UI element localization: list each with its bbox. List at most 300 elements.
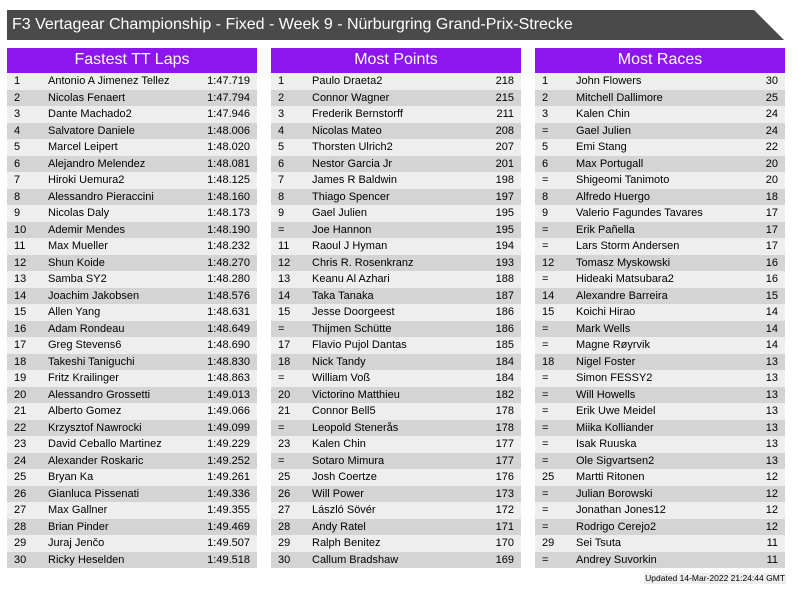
driver-name-cell: Gael Julien — [312, 207, 368, 219]
value-cell: 218 — [495, 75, 514, 87]
position-cell: 6 — [278, 157, 285, 170]
driver-name-cell: John Flowers — [576, 75, 642, 87]
position-cell: 20 — [278, 388, 291, 401]
driver-name-cell: William Voß — [312, 372, 371, 384]
value-cell: 17 — [765, 207, 778, 219]
position-cell: 8 — [14, 190, 21, 203]
value-cell: 186 — [495, 322, 514, 335]
fastest-tt-laps-table — [7, 48, 257, 568]
value-cell: 11 — [766, 537, 778, 549]
position-cell: 21 — [14, 405, 27, 417]
position-cell: = — [278, 454, 285, 467]
position-cell: 14 — [278, 289, 291, 302]
table-row — [271, 123, 521, 140]
driver-name-cell: Ole Sigvartsen2 — [576, 454, 655, 467]
driver-name-cell: Kalen Chin — [312, 438, 366, 450]
value-cell: 14 — [765, 322, 778, 335]
position-cell: 14 — [14, 289, 27, 302]
position-cell: 9 — [14, 207, 21, 219]
position-cell: 3 — [542, 108, 549, 120]
value-cell: 1:48.690 — [207, 339, 250, 351]
table-row — [7, 420, 257, 437]
table-title: Fastest TT Laps — [7, 48, 257, 73]
table-row — [535, 271, 785, 288]
value-cell: 1:47.719 — [207, 75, 250, 87]
driver-name-cell: Magne Røyrvik — [576, 339, 650, 351]
value-cell: 1:49.229 — [207, 438, 250, 450]
driver-name-cell: Nicolas Fenaert — [48, 91, 126, 104]
driver-name-cell: Shigeomi Tanimoto — [576, 174, 670, 186]
value-cell: 17 — [765, 223, 778, 236]
value-cell: 17 — [765, 240, 778, 252]
driver-name-cell: Greg Stevens6 — [48, 339, 122, 351]
value-cell: 1:49.336 — [207, 487, 250, 500]
table-row — [271, 453, 521, 470]
driver-name-cell: Taka Tanaka — [312, 289, 374, 302]
position-cell: 18 — [542, 355, 555, 368]
position-cell: = — [542, 405, 549, 417]
driver-name-cell: Miika Kolliander — [576, 421, 654, 434]
position-cell: 26 — [14, 487, 27, 500]
value-cell: 178 — [495, 405, 514, 417]
position-cell: = — [542, 520, 549, 533]
table-row — [7, 370, 257, 387]
driver-name-cell: Brian Pinder — [48, 520, 109, 533]
value-cell: 1:49.469 — [207, 520, 250, 533]
table-row — [7, 469, 257, 486]
driver-name-cell: Salvatore Daniele — [48, 124, 135, 137]
table-row — [271, 222, 521, 239]
driver-name-cell: Ademir Mendes — [48, 223, 126, 236]
value-cell: 187 — [495, 289, 514, 302]
driver-name-cell: Lars Storm Andersen — [576, 240, 680, 252]
value-cell: 12 — [765, 504, 778, 516]
position-cell: 2 — [542, 91, 549, 104]
table-row — [535, 156, 785, 173]
driver-name-cell: Ralph Benitez — [312, 537, 381, 549]
table-title: Most Points — [271, 48, 521, 73]
driver-name-cell: Tomasz Myskowski — [576, 256, 671, 269]
value-cell: 1:47.946 — [207, 108, 250, 120]
value-cell: 1:48.160 — [207, 190, 250, 203]
position-cell: 28 — [14, 520, 27, 533]
value-cell: 1:48.576 — [207, 289, 250, 302]
value-cell: 173 — [495, 487, 514, 500]
driver-name-cell: Hideaki Matsubara2 — [576, 273, 674, 285]
table-row — [535, 123, 785, 140]
value-cell: 13 — [765, 405, 778, 417]
position-cell: 29 — [14, 537, 27, 549]
driver-name-cell: Adam Rondeau — [48, 322, 125, 335]
position-cell: 15 — [14, 306, 27, 318]
driver-name-cell: Callum Bradshaw — [312, 553, 399, 566]
table-row — [535, 502, 785, 519]
position-cell: 28 — [278, 520, 291, 533]
driver-name-cell: Raoul J Hyman — [312, 240, 388, 252]
value-cell: 1:49.099 — [207, 421, 250, 434]
table-row — [535, 222, 785, 239]
value-cell: 178 — [495, 421, 514, 434]
position-cell: = — [278, 322, 285, 335]
driver-name-cell: Alfredo Huergo — [576, 190, 650, 203]
driver-name-cell: Isak Ruuska — [576, 438, 637, 450]
value-cell: 1:49.507 — [207, 537, 250, 549]
position-cell: 23 — [14, 438, 27, 450]
driver-name-cell: Samba SY2 — [48, 273, 107, 285]
value-cell: 1:49.261 — [207, 471, 250, 483]
position-cell: 8 — [542, 190, 549, 203]
table-row — [535, 106, 785, 123]
position-cell: 21 — [278, 405, 291, 417]
value-cell: 24 — [765, 124, 778, 137]
driver-name-cell: Hiroki Uemura2 — [48, 174, 125, 186]
table-row — [271, 552, 521, 569]
position-cell: 10 — [14, 223, 27, 236]
value-cell: 197 — [495, 190, 514, 203]
value-cell: 12 — [765, 487, 778, 500]
value-cell: 1:48.232 — [207, 240, 250, 252]
value-cell: 13 — [765, 454, 778, 467]
value-cell: 11 — [766, 553, 778, 566]
table-row — [271, 370, 521, 387]
table-row — [535, 73, 785, 90]
table-row — [535, 139, 785, 156]
table-row — [271, 354, 521, 371]
position-cell: = — [542, 174, 549, 186]
driver-name-cell: Andy Ratel — [312, 520, 366, 533]
value-cell: 1:49.518 — [207, 553, 250, 566]
position-cell: = — [542, 240, 549, 252]
table-row — [7, 238, 257, 255]
driver-name-cell: James R Baldwin — [312, 174, 397, 186]
table-row — [7, 205, 257, 222]
table-row — [7, 486, 257, 503]
value-cell: 15 — [765, 289, 778, 302]
driver-name-cell: Juraj Jenčo — [48, 537, 105, 549]
position-cell: 29 — [278, 537, 291, 549]
driver-name-cell: Connor Wagner — [312, 91, 390, 104]
position-cell: = — [542, 438, 549, 450]
position-cell: 12 — [542, 256, 555, 269]
table-row — [271, 321, 521, 338]
position-cell: 2 — [14, 91, 21, 104]
position-cell: 20 — [14, 388, 27, 401]
driver-name-cell: Andrey Suvorkin — [576, 553, 657, 566]
driver-name-cell: Alexander Roskaric — [48, 454, 144, 467]
driver-name-cell: Will Howells — [576, 388, 636, 401]
position-cell: 15 — [278, 306, 291, 318]
position-cell: 11 — [278, 240, 290, 252]
position-cell: 17 — [14, 339, 27, 351]
position-cell: 8 — [278, 190, 285, 203]
table-row — [271, 189, 521, 206]
value-cell: 14 — [765, 306, 778, 318]
driver-name-cell: Fritz Krailinger — [48, 372, 119, 384]
table-row — [535, 486, 785, 503]
table-row — [271, 90, 521, 107]
driver-name-cell: Erik Pañella — [576, 223, 635, 236]
table-row — [535, 535, 785, 552]
driver-name-cell: Nicolas Mateo — [312, 124, 382, 137]
table-row — [271, 139, 521, 156]
table-row — [271, 337, 521, 354]
position-cell: = — [542, 388, 549, 401]
table-row — [535, 255, 785, 272]
championship-banner — [7, 10, 784, 40]
table-row — [7, 123, 257, 140]
value-cell: 177 — [495, 454, 514, 467]
table-row — [7, 73, 257, 90]
table-row — [271, 106, 521, 123]
driver-name-cell: Nestor Garcia Jr — [312, 157, 393, 170]
table-row — [7, 304, 257, 321]
driver-name-cell: Julian Borowski — [576, 487, 653, 500]
table-row — [271, 519, 521, 536]
value-cell: 1:48.863 — [207, 372, 250, 384]
position-cell: 3 — [14, 108, 21, 120]
value-cell: 1:49.355 — [207, 504, 250, 516]
position-cell: 4 — [14, 124, 21, 137]
driver-name-cell: Joe Hannon — [312, 223, 372, 236]
table-row — [7, 519, 257, 536]
position-cell: 18 — [278, 355, 291, 368]
driver-name-cell: Thorsten Ulrich2 — [312, 141, 393, 153]
value-cell: 1:48.830 — [207, 355, 250, 368]
driver-name-cell: Takeshi Taniguchi — [48, 355, 135, 368]
value-cell: 1:48.173 — [207, 207, 250, 219]
value-cell: 172 — [495, 504, 514, 516]
table-row — [271, 502, 521, 519]
table-row — [7, 222, 257, 239]
value-cell: 169 — [495, 553, 514, 566]
value-cell: 211 — [496, 108, 514, 120]
value-cell: 13 — [765, 438, 778, 450]
driver-name-cell: Alexandre Barreira — [576, 289, 668, 302]
value-cell: 16 — [765, 256, 778, 269]
driver-name-cell: Chris R. Rosenkranz — [312, 256, 414, 269]
position-cell: = — [542, 454, 549, 467]
table-row — [535, 453, 785, 470]
table-row — [271, 387, 521, 404]
value-cell: 25 — [765, 91, 778, 104]
value-cell: 188 — [495, 273, 514, 285]
banner-title: F3 Vertagear Championship - Fixed - Week 9 - Nürburgring Grand-Prix-Strecke — [12, 16, 573, 33]
position-cell: 24 — [14, 454, 27, 467]
driver-name-cell: Nick Tandy — [312, 355, 366, 368]
table-row — [271, 420, 521, 437]
value-cell: 13 — [765, 421, 778, 434]
value-cell: 184 — [495, 372, 514, 384]
table-row — [271, 469, 521, 486]
value-cell: 207 — [495, 141, 514, 153]
position-cell: 6 — [14, 157, 21, 170]
value-cell: 20 — [765, 157, 778, 170]
driver-name-cell: David Ceballo Martinez — [48, 438, 162, 450]
driver-name-cell: Leopold Stenerås — [312, 421, 399, 434]
value-cell: 1:48.125 — [207, 174, 250, 186]
position-cell: = — [542, 339, 549, 351]
position-cell: 12 — [278, 256, 291, 269]
table-row — [271, 172, 521, 189]
position-cell: 25 — [278, 471, 291, 483]
value-cell: 176 — [495, 471, 514, 483]
value-cell: 195 — [495, 207, 514, 219]
table-row — [271, 403, 521, 420]
driver-name-cell: Koichi Hirao — [576, 306, 636, 318]
position-cell: = — [542, 322, 549, 335]
value-cell: 177 — [495, 438, 514, 450]
value-cell: 16 — [765, 273, 778, 285]
table-row — [535, 387, 785, 404]
value-cell: 12 — [765, 520, 778, 533]
table-body — [271, 73, 521, 568]
table-row — [271, 255, 521, 272]
position-cell: 23 — [278, 438, 291, 450]
position-cell: 15 — [542, 306, 555, 318]
most-points-table — [271, 48, 521, 568]
position-cell: 9 — [278, 207, 285, 219]
driver-name-cell: Sei Tsuta — [576, 537, 622, 549]
position-cell: 3 — [278, 108, 285, 120]
value-cell: 1:48.081 — [207, 157, 250, 170]
driver-name-cell: Joachim Jakobsen — [48, 289, 140, 302]
driver-name-cell: Will Power — [312, 487, 364, 500]
table-row — [535, 304, 785, 321]
value-cell: 171 — [495, 520, 514, 533]
position-cell: 27 — [278, 504, 291, 516]
table-row — [535, 205, 785, 222]
driver-name-cell: Gael Julien — [576, 124, 632, 137]
driver-name-cell: Alessandro Pieraccini — [48, 190, 154, 203]
table-row — [535, 552, 785, 569]
driver-name-cell: Frederik Bernstorff — [312, 108, 403, 120]
table-row — [7, 255, 257, 272]
table-row — [535, 370, 785, 387]
value-cell: 20 — [765, 174, 778, 186]
position-cell: 29 — [542, 537, 555, 549]
driver-name-cell: Dante Machado2 — [48, 108, 132, 120]
position-cell: 26 — [278, 487, 291, 500]
value-cell: 182 — [495, 388, 514, 401]
driver-name-cell: Rodrigo Cerejo2 — [576, 520, 657, 533]
position-cell: = — [542, 223, 549, 236]
table-row — [7, 502, 257, 519]
value-cell: 22 — [765, 141, 778, 153]
driver-name-cell: Shun Koide — [48, 256, 105, 269]
most-races-table — [535, 48, 785, 568]
position-cell: 12 — [14, 256, 27, 269]
value-cell: 1:47.794 — [207, 91, 250, 104]
driver-name-cell: Max Gallner — [48, 504, 108, 516]
driver-name-cell: Josh Coertze — [312, 471, 377, 483]
driver-name-cell: Jonathan Jones12 — [576, 504, 666, 516]
table-row — [7, 271, 257, 288]
table-row — [535, 469, 785, 486]
position-cell: = — [542, 372, 549, 384]
position-cell: 1 — [278, 75, 285, 87]
position-cell: = — [542, 124, 549, 137]
driver-name-cell: Krzysztof Nawrocki — [48, 421, 142, 434]
table-row — [7, 189, 257, 206]
driver-name-cell: Emi Stang — [576, 141, 627, 153]
table-row — [7, 552, 257, 569]
table-row — [7, 90, 257, 107]
value-cell: 1:48.020 — [207, 141, 250, 153]
table-row — [535, 420, 785, 437]
position-cell: 1 — [542, 75, 549, 87]
table-row — [271, 486, 521, 503]
position-cell: 22 — [14, 421, 27, 434]
table-row — [7, 139, 257, 156]
position-cell: 6 — [542, 157, 549, 170]
value-cell: 170 — [495, 537, 514, 549]
position-cell: 5 — [542, 141, 549, 153]
position-cell: 2 — [278, 91, 285, 104]
table-row — [7, 106, 257, 123]
driver-name-cell: Thijmen Schütte — [312, 322, 392, 335]
position-cell: = — [542, 553, 549, 566]
value-cell: 13 — [765, 388, 778, 401]
table-row — [535, 519, 785, 536]
table-row — [7, 172, 257, 189]
driver-name-cell: Alejandro Melendez — [48, 157, 146, 170]
driver-name-cell: Nigel Foster — [576, 355, 636, 368]
position-cell: 30 — [14, 553, 27, 566]
position-cell: = — [278, 372, 285, 384]
driver-name-cell: Antonio A Jimenez Tellez — [48, 75, 170, 87]
position-cell: 13 — [278, 273, 291, 285]
driver-name-cell: Nicolas Daly — [48, 207, 110, 219]
driver-name-cell: Kalen Chin — [576, 108, 630, 120]
table-row — [271, 535, 521, 552]
table-row — [271, 73, 521, 90]
table-row — [271, 205, 521, 222]
driver-name-cell: Valerio Fagundes Tavares — [576, 207, 703, 219]
driver-name-cell: Connor Bell5 — [312, 405, 376, 417]
driver-name-cell: Martti Ritonen — [576, 471, 645, 483]
driver-name-cell: Jesse Doorgeest — [312, 306, 395, 318]
driver-name-cell: Flavio Pujol Dantas — [312, 339, 407, 351]
driver-name-cell: Ricky Heselden — [48, 553, 125, 566]
table-body — [7, 73, 257, 568]
driver-name-cell: Sotaro Mimura — [312, 454, 385, 467]
table-row — [535, 436, 785, 453]
value-cell: 1:48.280 — [207, 273, 250, 285]
driver-name-cell: László Sövér — [312, 504, 376, 516]
position-cell: 1 — [14, 75, 21, 87]
value-cell: 193 — [495, 256, 514, 269]
position-cell: 25 — [542, 471, 555, 483]
position-cell: = — [542, 504, 549, 516]
driver-name-cell: Simon FESSY2 — [576, 372, 653, 384]
position-cell: = — [278, 223, 285, 236]
table-row — [271, 271, 521, 288]
value-cell: 215 — [495, 91, 514, 104]
value-cell: 1:49.066 — [207, 405, 250, 417]
driver-name-cell: Alberto Gomez — [48, 405, 122, 417]
driver-name-cell: Keanu Al Azhari — [312, 273, 390, 285]
value-cell: 24 — [765, 108, 778, 120]
position-cell: = — [542, 487, 549, 500]
value-cell: 1:48.631 — [207, 306, 250, 318]
value-cell: 30 — [765, 75, 778, 87]
driver-name-cell: Gianluca Pissenati — [48, 487, 140, 500]
driver-name-cell: Mark Wells — [576, 322, 631, 335]
position-cell: 7 — [14, 174, 21, 186]
table-row — [7, 436, 257, 453]
table-row — [535, 238, 785, 255]
value-cell: 1:48.006 — [207, 124, 250, 137]
